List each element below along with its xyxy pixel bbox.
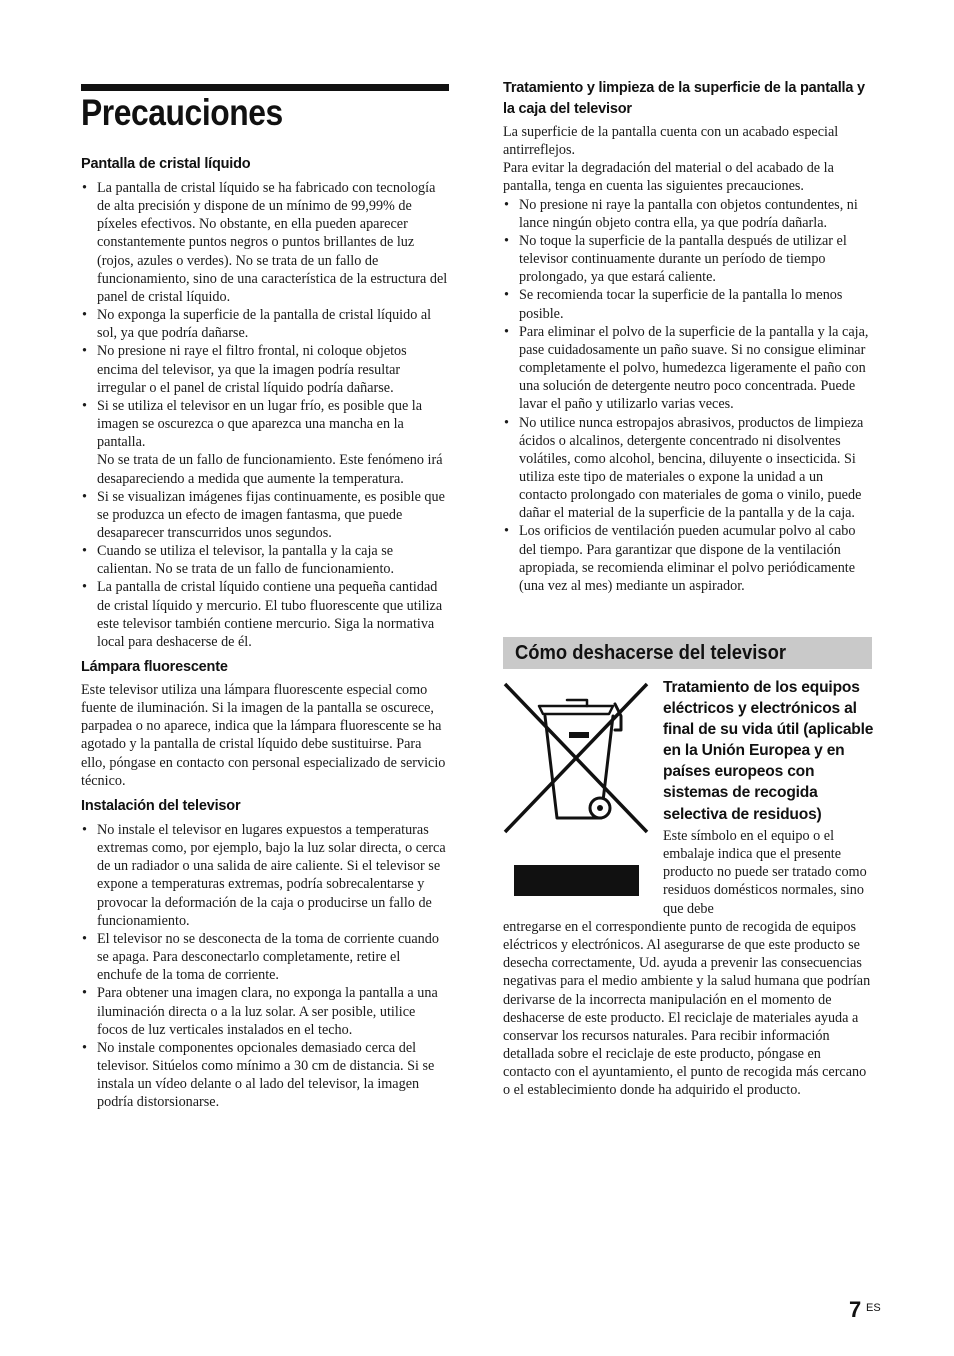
section-heading-care: Tratamiento y limpieza de la superficie de la pantalla y la caja del televisor	[503, 80, 865, 117]
list-item: • La pantalla de cristal líquido contiene una pequeña cantidad de cristal líquido y mercurio. El tubo fluorescente que utiliza este televisor también contiene mercurio. Siga la normativa local para deshacerse de él.	[81, 578, 448, 651]
page-language-code: ES	[866, 1302, 881, 1314]
section-title-disposal: Cómo deshacerse del televisor	[515, 642, 787, 664]
list-item: • No instale componentes opcionales demasiado cerca del televisor. Sitúelos como mínimo a 30 cm de distancia. Si se instala un vídeo delante o al lado del televisor, la imagen podría distorsionarse.	[81, 1039, 448, 1112]
list-item: • No exponga la superficie de la pantalla de cristal líquido al sol, ya que podría dañarse.	[81, 306, 448, 342]
weee-paragraph-continued: entregarse en el correspondiente punto de recogida de equipos eléctricos y electrónicos. Al asegurarse de que este producto se desecha correctamente, Ud. ayuda a prevenir las consecuencias negativas para el medio ambiente y la salud humana que podrían derivarse de la incorrecta manipulación en el momento de deshacerse de este producto. El reciclaje de materiales ayuda a conservar los recursos naturales. Para recibir información detallada sobre el reciclaje de este producto, póngase en contacto con el ayuntamiento, el punto de recogida más cercano o el establecimiento donde ha adquirido el producto.	[503, 919, 871, 1099]
install-list	[81, 821, 448, 1112]
list-item: • Se recomienda tocar la superficie de la pantalla lo menos posible.	[503, 286, 872, 322]
section-lcd	[81, 154, 448, 651]
title-rule	[81, 84, 449, 91]
list-item: • No instale el televisor en lugares expuestos a temperaturas extremas como, por ejemplo, bajo la luz solar directa, o cerca de un radiador o una salida de aire caliente. Si el televisor se expone a temperaturas extremas, podría sobrecalentarse y provocar la deformación de la caja o producirse un fallo de funcionamiento.	[81, 821, 448, 930]
lcd-list	[81, 179, 448, 651]
list-item: • Los orificios de ventilación pueden acumular polvo al cabo del tiempo. Para garantizar que dispone de la ventilación apropiada, se recomienda eliminar el polvo periódicamente (una vez al mes) mediante un aspirador.	[503, 522, 872, 595]
section-band-disposal	[503, 637, 872, 669]
list-item: • No utilice nunca estropajos abrasivos, productos de limpieza ácidos o alcalinos, detergente concentrado ni disolventes volátiles, como alcohol, bencina, diluyente o insecticida. Si utiliza este tipo de materiales o expone la unidad a un contacto prolongado con materiales de goma o vinilo, puede dañar el material de la superficie de la pantalla y de la caja.	[503, 414, 872, 523]
list-item: • No presione ni raye la pantalla con objetos contundentes, ni lance ningún objeto contra ella, ya que podría dañarla.	[503, 196, 872, 232]
page-number: 7	[849, 1297, 862, 1322]
care-list	[503, 196, 872, 595]
list-item: • Si se visualizan imágenes fijas continuamente, es posible que se produzca un efecto de imagen fantasma, que puede desaparecer transcurridos unos segundos.	[81, 488, 448, 542]
lamp-paragraph: Este televisor utiliza una lámpara fluorescente especial como fuente de iluminación. Si la imagen de la pantalla se oscurece, parpadea o no aparece, indica que la lámpara fluorescente se ha agotado y la pantalla de cristal líquido debe sustituirse. Para ello, póngase en contacto con personal especializado de servicio técnico.	[81, 682, 446, 789]
section-care	[503, 78, 872, 595]
list-item: • No presione ni raye el filtro frontal, ni coloque objetos encima del televisor, ya que la imagen podría resultar irregular o el panel de cristal líquido podría dañarse.	[81, 342, 448, 396]
weee-paragraph-start: Este símbolo en el equipo o el embalaje indica que el presente producto no puede ser tratado como residuos domésticos normales, sino que debe	[663, 828, 867, 917]
weee-black-bar	[514, 865, 639, 896]
list-item-note: No se trata de un fallo de funcionamiento. Este fenómeno irá desapareciendo a medida que aumente la temperatura.	[97, 452, 443, 487]
section-heading-lcd: Pantalla de cristal líquido	[81, 156, 251, 172]
list-item: • Para eliminar el polvo de la superficie de la pantalla y la caja, pase cuidadosamente un paño suave. Si no consigue eliminar completamente el polvo, humedezca ligeramente el paño con una solución de detergente neutro poco concentrada. Puede lavar el paño y utilizarlo varias veces.	[503, 323, 872, 414]
list-item	[81, 397, 448, 488]
care-intro-2: Para evitar la degradación del material o del acabado de la pantalla, tenga en cuenta las siguientes precauciones.	[503, 160, 834, 195]
list-item: • Para obtener una imagen clara, no exponga la pantalla a una iluminación directa o a la luz solar. A ser posible, utilice focos de luz verticales instalados en el techo.	[81, 984, 448, 1038]
list-item-text: Si se utiliza el televisor en un lugar frío, es posible que la imagen se oscurezca o que aparezca una mancha en la pantalla.	[97, 397, 423, 451]
section-heading-install: Instalación del televisor	[81, 798, 241, 814]
care-intro-1: La superficie de la pantalla cuenta con un acabado especial antirreflejos.	[503, 124, 839, 159]
list-item: • Cuando se utiliza el televisor, la pantalla y la caja se calientan. No se trata de un fallo de funcionamiento.	[81, 542, 448, 578]
list-item: • La pantalla de cristal líquido se ha fabricado con tecnología de alta precisión y dispone de un mínimo de 99,99% de píxeles efectivos. No obstante, en ella pueden aparecer constantemente puntos negros o puntos brillantes de luz (rojos, azules o verdes). No se trata de un fallo de funcionamiento, sino de una característica de la estructura del panel de cristal líquido.	[81, 179, 448, 306]
page-title: Precauciones	[81, 92, 283, 133]
section-lamp	[81, 657, 448, 790]
weee-heading: Tratamiento de los equipos eléctricos y electrónicos al final de su vida útil (aplicable en la Unión Europea y en países europeos con sistemas de recogida selectiva de residuos)	[663, 679, 874, 823]
list-item: • No toque la superficie de la pantalla después de utilizar el televisor continuamente durante un período de tiempo prolongado, ya que estará caliente.	[503, 232, 872, 286]
list-item: • El televisor no se desconecta de la toma de corriente cuando se apaga. Para desconectarlo completamente, retire el enchufe de la toma de corriente.	[81, 930, 448, 984]
crossed-out-wheelie-bin-icon	[503, 682, 649, 834]
section-install	[81, 796, 448, 1112]
section-heading-lamp: Lámpara fluorescente	[81, 659, 228, 675]
